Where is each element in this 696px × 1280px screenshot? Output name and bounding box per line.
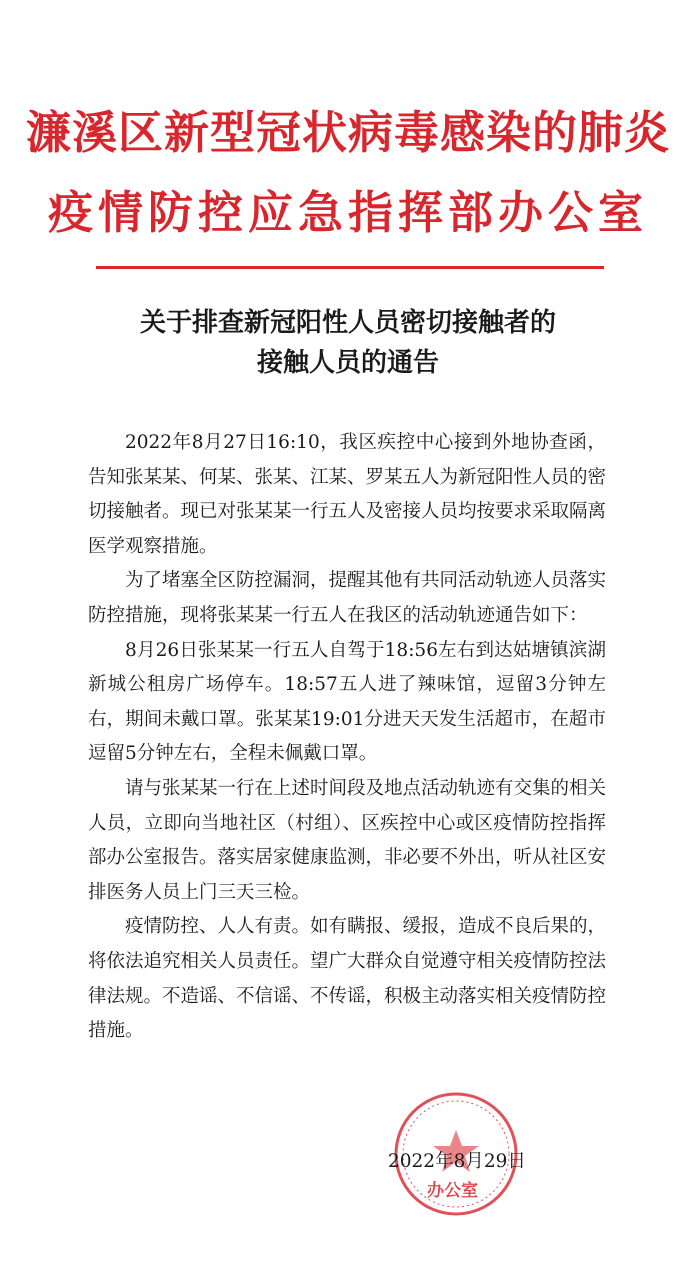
paragraph: 疫情防控、人人有责。如有瞒报、缓报，造成不良后果的，将依法追究相关人员责任。望广大群众自觉遵守相关疫情防控法律法规。不造谣、不信谣、不传谣，积极主动落实相关疫情防控措施。 [88, 916, 607, 1042]
notice-title-line-1: 关于排查新冠阳性人员密切接触者的 [139, 308, 556, 338]
signature-date: 2022年8月29日 [388, 1151, 526, 1172]
notice-body [88, 426, 606, 1049]
red-divider [96, 266, 604, 269]
paragraph: 2022年8月27日16:10，我区疾控中心接到外地协查函，告知张某某、何某、张某、江某、罗某五人为新冠阳性人员的密切接触者。现已对张某某一行五人及密接人员均按要求采取隔离医学观察措施。 [88, 432, 607, 557]
seal-office-label: 办公室 [427, 1181, 478, 1201]
paragraph: 为了堵塞全区防控漏洞，提醒其他有共同活动轨迹人员落实防控措施，现将张某某一行五人在我区的活动轨迹通告如下： [88, 570, 607, 626]
issuer-header-line-2: 疫情防控应急指挥部办公室 [47, 186, 648, 239]
paragraph: 8月26日张某某一行五人自驾于18:56左右到达姑塘镇滨湖新城公租房广场停车。18:57五人进了辣味馆，逗留3分钟左右，期间未戴口罩。张某某19:01分进天天发生活超市，在超市逗留5分钟左右，全程未佩戴口罩。 [88, 639, 606, 765]
paragraph: 请与张某某一行在上述时间段及地点活动轨迹有交集的相关人员，立即向当地社区（村组）、区疾控中心或区疫情防控指挥部办公室报告。落实居家健康监测，非必要不外出，听从社区安排医务人员上门三天三检。 [88, 777, 607, 903]
issuer-header-line-1: 濂溪区新型冠状病毒感染的肺炎 [25, 106, 670, 159]
notice-title-line-2: 接触人员的通告 [256, 348, 439, 378]
